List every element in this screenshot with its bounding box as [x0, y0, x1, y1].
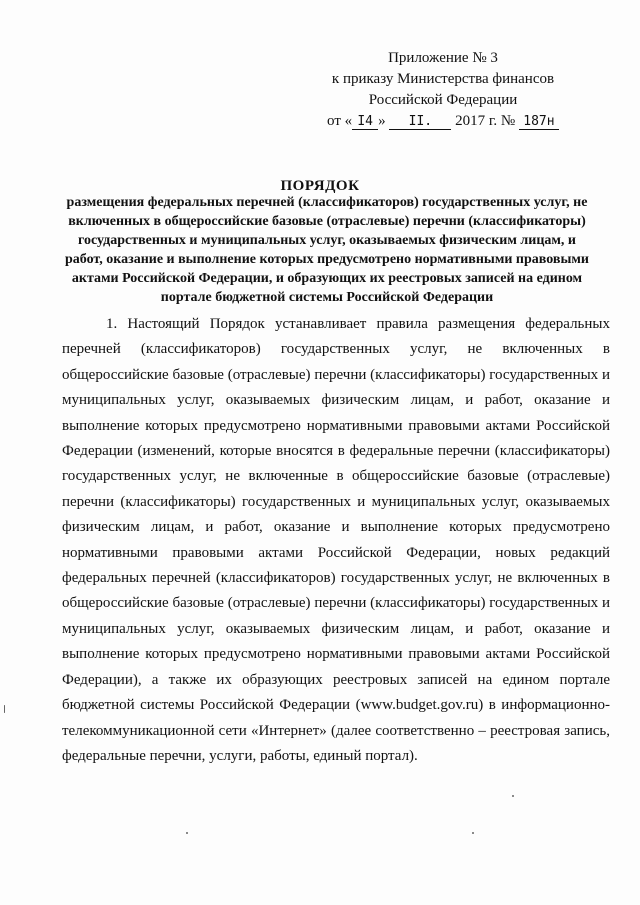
- paragraph-1: 1. Настоящий Порядок устанавливает правила размещения федеральных перечней (классификаторов) государственных услуг, не включенных в общероссийские базовые (отраслевые) перечни (классификаторы) государственных и муниципальных услуг, оказываемых физическим лицам, и работ, оказание и выполнение которых предусмотрено нормативными правовыми актами Российской Федерации (изменений, которые вносятся в федеральные перечни (классификаторы) государственных услуг, не включенные в общероссийские базовые (отраслевые) перечни (классификаторы) государственных и муниципальных услуг, оказываемых физическим лицам, и работ, оказание и выполнение которых предусмотрено нормативными правовыми актами Российской Федерации, новых редакций федеральных перечней (классификаторов) государственных услуг, не включенных в общероссийские базовые (отраслевые) перечни (классификаторы) государственных и муниципальных услуг, оказываемых физическим лицам, и работ, оказание и выполнение которых предусмотрено нормативными правовыми актами Российской Федерации), а также их образующих реестровых записей на едином портале бюджетной системы Российской Федерации (www.budget.gov.ru) в информационно-телекоммуникационной сети «Интернет» (далее соответственно – реестровая запись, федеральные перечни, услуги, работы, единый портал).: [62, 316, 610, 764]
- appendix-ministry: Российской Федерации: [368, 92, 518, 108]
- appendix-header: [308, 48, 578, 132]
- scan-speck: [512, 795, 514, 797]
- date-day: I4: [352, 114, 378, 130]
- scan-speck: [4, 705, 5, 713]
- date-mid: »: [378, 113, 386, 129]
- appendix-order-ref: к приказу Министерства финансов: [331, 71, 555, 87]
- order-number: 187н: [519, 114, 559, 130]
- scan-speck: [186, 832, 188, 834]
- date-year: 2017 г. №: [455, 113, 516, 129]
- document-subtitle: размещения федеральных перечней (классификаторов) государственных услуг, не включенных в общероссийские базовые (отраслевые) перечни (классификаторы) государственных и муниципальных услуг, оказываемых физическим лицам, и работ, оказание и выполнение которых предусмотрено нормативными правовыми актами Российской Федерации, и образующих их реестровых записей на едином портале бюджетной системы Российской Федерации: [64, 195, 589, 305]
- document-title: ПОРЯДОК: [280, 178, 360, 194]
- appendix-number: Приложение № 3: [388, 50, 498, 66]
- date-month: II.: [389, 114, 451, 130]
- scan-speck: [472, 832, 474, 834]
- appendix-date-line: [308, 111, 578, 132]
- date-prefix: от «: [327, 113, 353, 129]
